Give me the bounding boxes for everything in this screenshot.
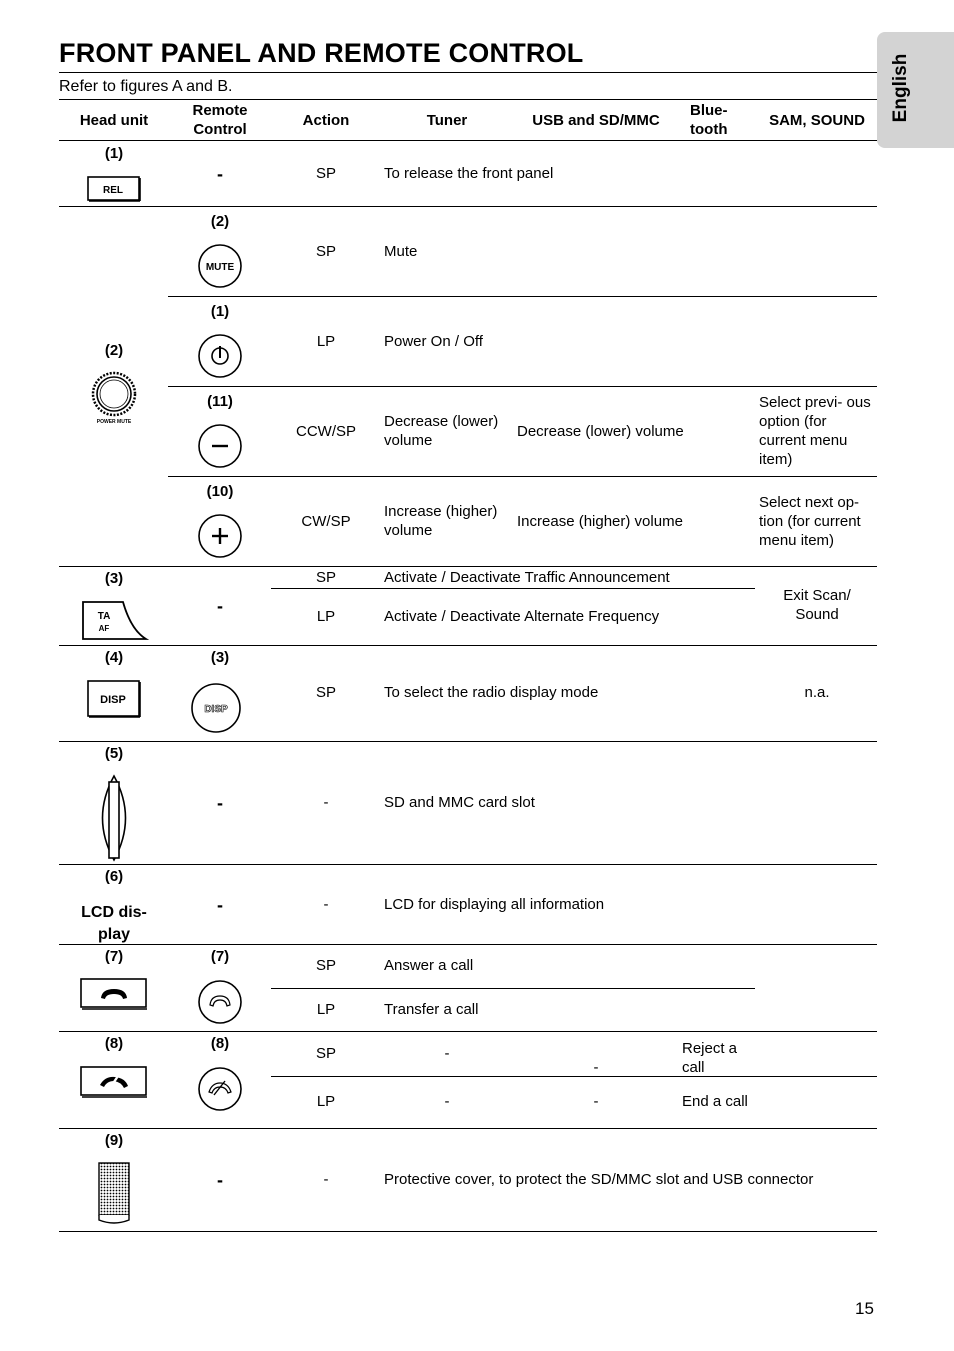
language-tab	[877, 32, 954, 148]
disp-remote-button-icon	[189, 683, 243, 740]
end-call-button-icon	[80, 1066, 148, 1105]
ta-af-description-lp: Activate / Deactivate Alternate Frequency	[384, 608, 660, 625]
card-slot-action: -	[323, 794, 329, 811]
release-description: To release the front panel	[384, 165, 554, 182]
page-title: FRONT PANEL AND REMOTE CONTROL	[59, 38, 584, 68]
reject-usb-sp: -	[593, 1059, 599, 1076]
protective-cover-icon	[97, 1162, 131, 1233]
end-call-remote-icon	[197, 1066, 243, 1117]
power-button-icon	[197, 333, 243, 384]
knob-label: POWER MUTE	[96, 419, 132, 425]
header-remote-control: Remote Control	[192, 102, 248, 138]
power-description: Power On / Off	[384, 333, 483, 350]
row-rule	[59, 645, 877, 646]
power-action: LP	[316, 333, 336, 350]
row-rule	[59, 566, 877, 567]
answer-call-remote-icon	[197, 979, 243, 1030]
answer-call-button-icon	[80, 978, 148, 1017]
card-slot-description: SD and MMC card slot	[384, 794, 535, 811]
row-rule	[59, 864, 877, 865]
table-bottom-rule	[59, 1231, 877, 1232]
lcd-description: LCD for displaying all information	[384, 896, 605, 913]
release-remote-ref: -	[217, 164, 223, 184]
plus-button-icon	[197, 513, 243, 564]
reject-bt-sp: Reject a call	[682, 1040, 738, 1076]
vol-down-tuner: Decrease (lower) volume	[384, 413, 499, 449]
row-rule	[168, 296, 877, 297]
reject-action-sp: SP	[315, 1045, 336, 1062]
page-number: 15	[855, 1299, 874, 1318]
power-remote-ref: (1)	[210, 303, 230, 320]
header-bluetooth: Blue- tooth	[690, 102, 728, 138]
reject-tuner-lp: -	[444, 1093, 450, 1110]
minus-button-icon	[197, 423, 243, 474]
vol-up-tuner: Increase (higher) volume	[384, 503, 498, 539]
reject-action-lp: LP	[316, 1093, 336, 1110]
ta-af-head-ref: (3)	[104, 570, 124, 587]
lcd-head-label: LCD dis- play	[81, 904, 147, 943]
disp-action: SP	[315, 684, 336, 701]
reject-usb-lp: -	[593, 1093, 599, 1110]
release-action: SP	[315, 165, 336, 182]
af-icon-text: AF	[98, 624, 110, 633]
lcd-remote-ref: -	[217, 895, 223, 915]
answer-action-lp: LP	[316, 1001, 336, 1018]
title-rule	[59, 72, 877, 73]
header-sam-sound: SAM, SOUND	[769, 112, 865, 129]
mute-button-icon	[197, 243, 243, 294]
mute-icon-text: MUTE	[205, 262, 235, 273]
disp-remote-icon-text: DISP	[204, 704, 228, 715]
vol-down-usb: Decrease (lower) volume	[517, 423, 684, 440]
vol-up-sam: Select next op- tion (for current menu item)	[759, 494, 861, 549]
reject-bt-lp: End a call	[682, 1093, 748, 1110]
ta-af-description-sp: Activate / Deactivate Traffic Announcement	[384, 569, 670, 586]
page-subtitle: Refer to figures A and B.	[59, 78, 233, 95]
mute-description: Mute	[384, 243, 418, 260]
mute-action: SP	[315, 243, 336, 260]
lcd-action: -	[323, 896, 329, 913]
vol-down-remote-ref: (11)	[207, 393, 233, 410]
card-slot-icon	[99, 774, 129, 867]
disp-sam: n.a.	[804, 684, 830, 701]
disp-head-ref: (4)	[104, 649, 124, 666]
vol-down-action: CCW/SP	[296, 423, 356, 440]
vol-up-usb: Increase (higher) volume	[517, 513, 683, 530]
header-head-unit: Head unit	[79, 112, 149, 129]
reject-head-ref: (8)	[104, 1035, 124, 1052]
row-rule	[271, 1076, 877, 1077]
row-rule	[59, 741, 877, 742]
vol-up-action: CW/SP	[301, 513, 351, 530]
header-action: Action	[302, 112, 350, 129]
row-rule	[271, 988, 755, 989]
header-tuner: Tuner	[426, 112, 468, 129]
row-rule	[271, 588, 755, 589]
row-rule	[59, 206, 877, 207]
knob-head-ref: (2)	[104, 342, 124, 359]
mute-remote-ref: (2)	[210, 213, 230, 230]
header-usb-sd: USB and SD/MMC	[532, 112, 660, 129]
lcd-head-ref: (6)	[104, 868, 124, 885]
rel-button-icon	[87, 176, 141, 207]
header-bottom-rule	[59, 140, 877, 141]
row-rule	[59, 1128, 877, 1129]
answer-description-sp: Answer a call	[384, 957, 474, 974]
answer-description-lp: Transfer a call	[384, 1001, 479, 1018]
card-slot-head-ref: (5)	[104, 745, 124, 762]
release-head-ref: (1)	[104, 145, 124, 162]
card-slot-remote-ref: -	[217, 793, 223, 813]
vol-up-remote-ref: (10)	[206, 483, 234, 500]
ta-af-action-lp: LP	[316, 608, 336, 625]
language-tab-label: English	[890, 53, 911, 123]
rel-icon-text: REL	[103, 185, 123, 196]
ta-af-button-icon	[81, 600, 149, 647]
vol-down-sam: Select previ- ous option (for current menu item)	[759, 394, 871, 468]
ta-af-sam: Exit Scan/ Sound	[783, 587, 851, 623]
disp-button-icon	[87, 680, 141, 725]
ta-af-remote-ref: -	[217, 596, 223, 616]
disp-remote-ref: (3)	[210, 649, 230, 666]
cover-description: Protective cover, to protect the SD/MMC slot and USB connector	[384, 1171, 814, 1188]
row-rule	[59, 1031, 877, 1032]
power-volume-knob-icon	[91, 370, 137, 433]
reject-tuner-sp: -	[444, 1045, 450, 1062]
reject-remote-ref: (8)	[210, 1035, 230, 1052]
cover-action: -	[323, 1171, 329, 1188]
answer-action-sp: SP	[315, 957, 336, 974]
disp-icon-text: DISP	[100, 694, 126, 706]
row-rule	[168, 386, 877, 387]
cover-head-ref: (9)	[104, 1132, 124, 1149]
answer-head-ref: (7)	[104, 948, 124, 965]
ta-af-action-sp: SP	[315, 569, 336, 586]
row-rule	[168, 476, 877, 477]
row-rule	[59, 944, 877, 945]
ta-icon-text: TA	[97, 611, 111, 622]
cover-remote-ref: -	[217, 1170, 223, 1190]
answer-remote-ref: (7)	[210, 948, 230, 965]
disp-description: To select the radio display mode	[384, 684, 599, 701]
table-top-rule	[59, 99, 877, 100]
